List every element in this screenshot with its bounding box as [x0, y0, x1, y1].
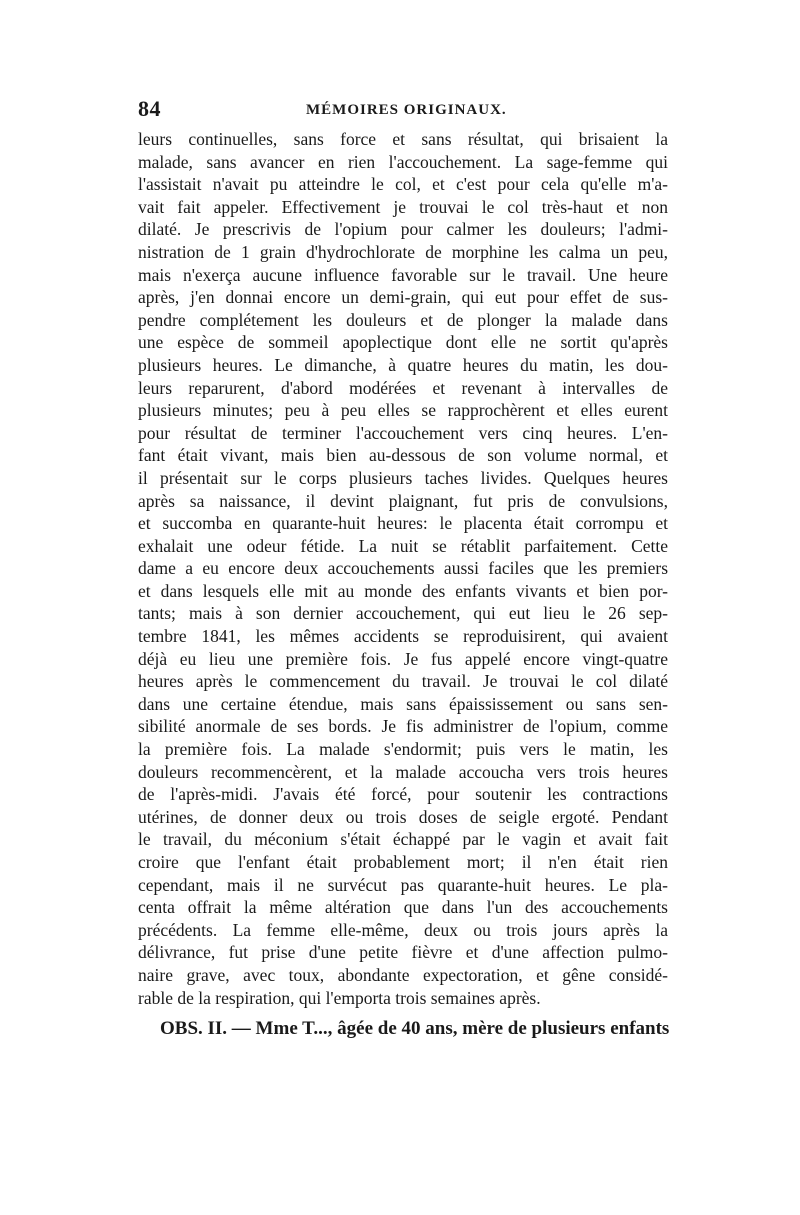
text-line: leurs reparurent, d'abord modérées et revenant à intervalles de — [138, 377, 668, 398]
text-line: et dans lesquels elle mit au monde des enfants vivants et bien por- — [138, 580, 668, 601]
text-line: déjà eu lieu une première fois. Je fus appelé encore vingt-quatre — [138, 648, 668, 669]
text-line: sibilité anormale de ses bords. Je fis administrer de l'opium, comme — [138, 716, 668, 737]
observation-heading: OBS. II. — Mme T..., âgée de 40 ans, mère de plusieurs enfants — [160, 1018, 670, 1039]
text-line: tants; mais à son dernier accouchement, qui eut lieu le 26 sep- — [138, 603, 668, 624]
text-line: heures après le commencement du travail. Je trouvai le col dilaté — [138, 671, 668, 692]
text-line: dilaté. Je prescrivis de l'opium pour calmer les douleurs; l'admi- — [138, 219, 668, 240]
text-line: cependant, mais il ne survécut pas quarante-huit heures. Le pla- — [138, 874, 668, 895]
text-line: mais n'exerça aucune influence favorable sur le travail. Une heure — [138, 264, 668, 285]
text-line: dans une certaine étendue, mais sans épaississement ou sans sen- — [138, 693, 668, 714]
text-line: l'assistait n'avait pu atteindre le col, et c'est pour cela qu'elle m'a- — [138, 174, 668, 195]
text-line: utérines, de donner deux ou trois doses de seigle ergoté. Pendant — [138, 806, 668, 827]
text-line: pendre complétement les douleurs et de plonger la malade dans — [138, 309, 668, 330]
text-line: la première fois. La malade s'endormit; puis vers le matin, les — [138, 739, 668, 760]
text-line: douleurs recommencèrent, et la malade accoucha vers trois heures — [138, 761, 668, 782]
text-line: il présentait sur le corps plusieurs taches livides. Quelques heures — [138, 467, 668, 488]
text-line: délivrance, fut prise d'une petite fièvre et d'une affection pulmo- — [138, 942, 668, 963]
running-title: MÉMOIRES ORIGINAUX. — [306, 102, 507, 118]
text-line: rable de la respiration, qui l'emporta trois semaines après. — [138, 987, 541, 1008]
text-line: après, j'en donnai encore un demi-grain, qui eut pour effet de sus- — [138, 287, 668, 308]
text-line: naire grave, avec toux, abondante expectoration, et gêne considé- — [138, 964, 668, 985]
text-line: exhalait une odeur fétide. La nuit se rétablit parfaitement. Cette — [138, 535, 668, 556]
text-line: vait fait appeler. Effectivement je trouvai le col très-haut et non — [138, 196, 668, 217]
running-head — [138, 96, 668, 126]
text-line: plusieurs minutes; peu à peu elles se rapprochèrent et elles eurent — [138, 400, 668, 421]
body-paragraph — [138, 128, 668, 1009]
text-line: plusieurs heures. Le dimanche, à quatre heures du matin, les dou- — [138, 354, 668, 375]
text-line: leurs continuelles, sans force et sans résultat, qui brisaient la — [138, 129, 668, 149]
text-line: après sa naissance, il devint plaignant, fut pris de convulsions, — [138, 490, 668, 511]
text-line: pour résultat de terminer l'accouchement vers cinq heures. L'en- — [138, 422, 668, 443]
text-line: centa offrait la même altération que dans l'un des accouchements — [138, 897, 668, 918]
text-line: dame a eu encore deux accouchements aussi faciles que les premiers — [138, 558, 668, 579]
text-line: tembre 1841, les mêmes accidents se reproduisirent, qui avaient — [138, 626, 668, 647]
page-number: 84 — [138, 96, 161, 121]
text-line: de l'après-midi. J'avais été forcé, pour soutenir les contractions — [138, 784, 668, 805]
text-line: croire que l'enfant était probablement mort; il n'en était rien — [138, 852, 668, 872]
text-line: malade, sans avancer en rien l'accouchement. La sage-femme qui — [138, 151, 668, 172]
text-line: précédents. La femme elle-même, deux ou trois jours après la — [138, 919, 668, 940]
text-line: une espèce de sommeil apoplectique dont elle ne sortit qu'après — [138, 332, 668, 353]
text-line: nistration de 1 grain d'hydrochlorate de morphine les calma un peu, — [138, 241, 668, 262]
text-line: le travail, du méconium s'était échappé par le vagin et avait fait — [138, 829, 668, 850]
text-line: fant était vivant, mais bien au-dessous de son volume normal, et — [138, 445, 668, 466]
text-line: et succomba en quarante-huit heures: le placenta était corrompu et — [138, 513, 668, 534]
